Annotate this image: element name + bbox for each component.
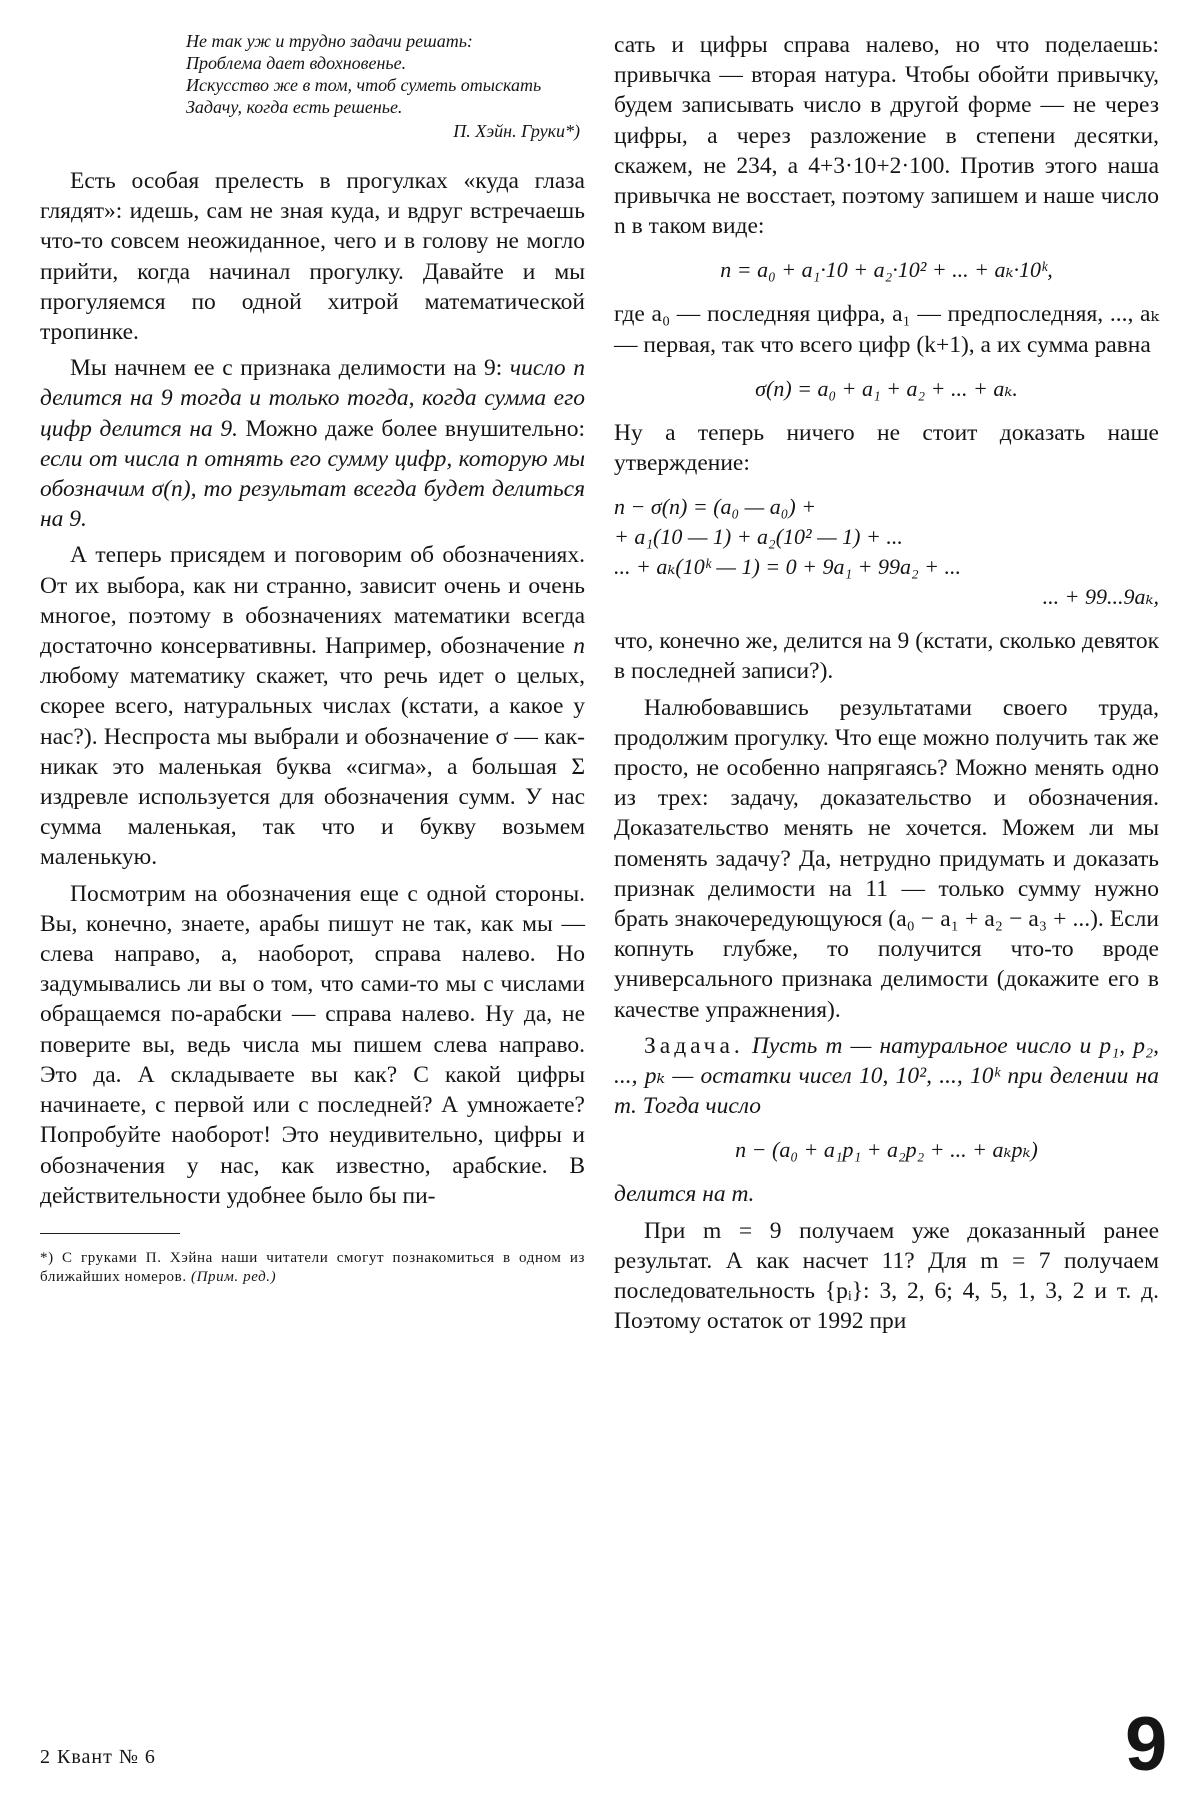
formula-universal-test: n − (a₀ + a₁p₁ + a₂p₂ + ... + aₖpₖ) bbox=[735, 1137, 1038, 1163]
paragraph-task bbox=[614, 1031, 1159, 1122]
paragraph-proof-intro: Ну а теперь ничего не стоит доказать наше утверждение: bbox=[614, 419, 1159, 477]
epigraph-attribution: П. Хэйн. Груки*) bbox=[453, 121, 580, 141]
text-run: любому математику скажет, что речь идет о целых, скорее всего, натуральных числах (кстати, а какое у нас?). Неспроста мы выбрали и обозначение σ — как-никак это маленькая буква «сигма», а большая Σ издревле используется для обозначения сумм. У нас сумма маленькая, так что и букву возьмем маленькую. bbox=[40, 663, 585, 871]
epigraph-line-3: Искусство же в том, чтоб суметь отыскать bbox=[186, 75, 542, 95]
text-run: Можно даже более внушительно: bbox=[237, 415, 585, 442]
formula-proof-line-1: n − σ(n) = (a₀ — a₀) + bbox=[614, 494, 817, 520]
paragraph-digits: где a₀ — последняя цифра, a₁ — предпоследняя, ..., aₖ — первая, так что всего цифр (k+1), а их сумма равна bbox=[614, 301, 1159, 358]
formula-digit-sum: σ(n) = a₀ + a₁ + a₂ + ... + aₖ. bbox=[755, 375, 1018, 401]
formula-proof-line-4: ... + 99...9aₖ, bbox=[1042, 584, 1159, 610]
task-conclusion: делится на m. bbox=[614, 1181, 755, 1208]
footnote-rule bbox=[40, 1233, 180, 1234]
task-label: Задача. bbox=[644, 1032, 744, 1059]
paragraph-arabic: Посмотрим на обозначения еще с одной стороны. Вы, конечно, знаете, арабы пишут не так, как мы — слева направо, а, наоборот, справа налево. Но задумывались ли вы о том, что сами-то мы с числами обращаемся по-арабски — справа налево. Ну да, не поверите вы, ведь числа мы пишем слева направо. Это да. А складываете вы как? С какой цифры начинаете, с первой или с последней? А умножаете? Попробуйте наоборот! Это неудивительно, цифры и обозначения у нас, как известно, арабские. В действительности удобнее было бы пи- bbox=[40, 880, 585, 1209]
right-column bbox=[614, 30, 1159, 1343]
footnote-editor-note: (Прим. ред.) bbox=[191, 1268, 277, 1285]
theorem-statement: число n делится на 9 тогда и только тогда, когда сумма его цифр делится на 9. bbox=[40, 355, 585, 442]
paragraph-notation bbox=[40, 540, 585, 872]
task-statement: Пусть m — натуральное число и p₁, p₂, ..., pₖ — остатки чисел 10, 10², ..., 10ᵏ при делении на m. Тогда число bbox=[614, 1032, 1159, 1120]
paragraph-divisibility bbox=[40, 353, 585, 534]
formula-decimal-expansion: n = a₀ + a₁·10 + a₂·10² + ... + aₖ·10ᵏ, bbox=[720, 257, 1053, 283]
paragraph-conclusion: что, конечно же, делится на 9 (кстати, сколько девяток в последней записи?). bbox=[614, 628, 1159, 685]
issue-label: 2 Квант № 6 bbox=[40, 1746, 156, 1768]
text-run: Мы начнем ее с признака делимости на 9: bbox=[70, 355, 510, 382]
footnote-text: *) С груками П. Хэйна наши читатели смогут познакомиться в одном из ближайших номеров. bbox=[40, 1249, 585, 1285]
formula-proof-line-2: + a₁(10 — 1) + a₂(10² — 1) + ... bbox=[614, 524, 903, 550]
page-number: 9 bbox=[1125, 1702, 1168, 1787]
left-column bbox=[40, 30, 585, 1302]
footnote bbox=[40, 1249, 585, 1287]
theorem-statement-strong: если от числа n отнять его сумму цифр, которую мы обозначим σ(n), то результат всегда будет делиться на 9. bbox=[40, 445, 585, 533]
epigraph-line-2: Проблема дает вдохновенье. bbox=[186, 53, 407, 73]
epigraph-line-4: Задачу, когда есть решенье. bbox=[186, 97, 403, 117]
epigraph-line-1: Не так уж и трудно задачи решать: bbox=[186, 31, 473, 51]
text-run: А теперь присядем и поговорим об обозначениях. От их выбора, как ни странно, зависит очень и очень многое, поэтому в обозначениях математики всегда достаточно консервативны. Например, обозначение bbox=[40, 542, 585, 660]
paragraph-continue-walk: Налюбовавшись результатами своего труда, продолжим прогулку. Что еще можно получить так же просто, не особенно напрягаясь? Можно менять одно из трех: задачу, доказательство и обозначения. Доказательство менять не хочется. Можем ли мы поменять задачу? Да, нетрудно придумать и доказать признак делимости на 11 — только сумму нужно брать знакочередующуюся (a₀ − a₁ + a₂ − a₃ + ...). Если копнуть глубже, то получится что-то вроде универсального признака делимости (докажите его в качестве упражнения). bbox=[614, 694, 1159, 1023]
epigraph bbox=[186, 30, 580, 142]
formula-proof bbox=[614, 492, 1159, 612]
paragraph-intro: Есть особая прелесть в прогулках «куда глаза глядят»: идешь, сам не зная куда, и вдруг встречаешь что-то совсем неожиданное, чего и в голову не могло прийти, когда начинал прогулку. Давайте и мы прогуляемся по одной хитрой математической тропинке. bbox=[40, 168, 585, 346]
variable-n: n bbox=[573, 633, 585, 660]
formula-proof-line-3: ... + aₖ(10ᵏ — 1) = 0 + 9a₁ + 99a₂ + ... bbox=[614, 554, 961, 580]
paragraph-continuation: сать и цифры справа налево, но что поделаешь: привычка — вторая натура. Чтобы обойти привычку, будем записывать число в другой форме — не через цифры, а через разложение в степени десятки, скажем, не 234, а 4+3·10+2·100. Против этого наша привычка не восстает, поэтому запишем и наше число n в таком виде: bbox=[614, 32, 1159, 240]
paragraph-examples: При m = 9 получаем уже доказанный ранее результат. А как насчет 11? Для m = 7 получаем последовательность {pᵢ}: 3, 2, 6; 4, 5, 1, 3, 2 и т. д. Поэтому остаток от 1992 при bbox=[614, 1217, 1159, 1335]
